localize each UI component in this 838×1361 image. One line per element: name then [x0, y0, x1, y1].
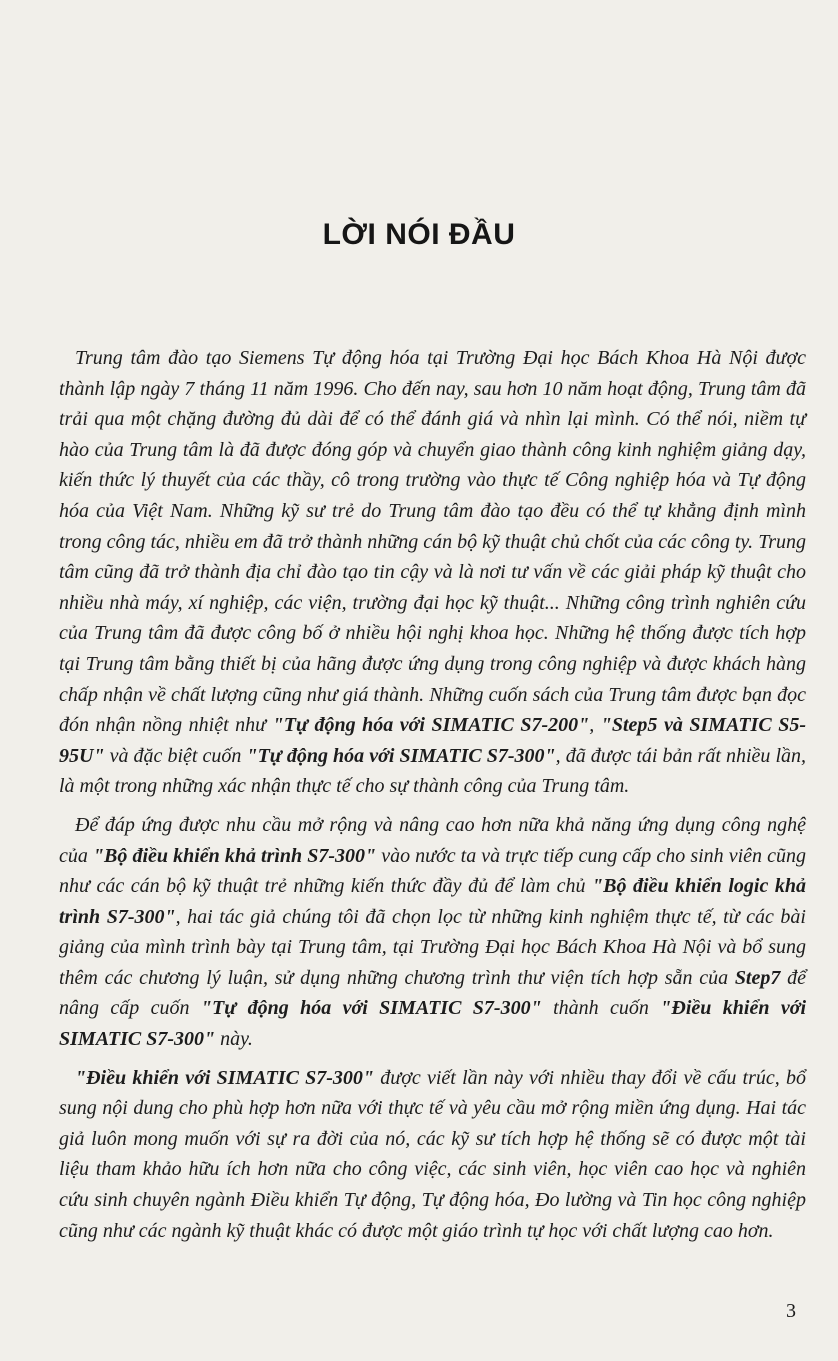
- emphasis-text: "Bộ điều khiển logic khả trình S7-300": [59, 875, 806, 928]
- emphasis-text: Step7: [734, 966, 781, 989]
- emphasis-text: "Tự động hóa với SIMATIC S7-300": [246, 744, 556, 767]
- paragraph-2: [59, 810, 806, 1055]
- page-number: 3: [786, 1300, 796, 1322]
- paragraph-3: [59, 1063, 806, 1247]
- emphasis-text: "Tự động hóa với SIMATIC S7-300": [200, 997, 542, 1020]
- emphasis-text: "Tự động hóa với SIMATIC S7-200": [272, 714, 590, 737]
- paragraph-1: [59, 343, 806, 802]
- emphasis-text: "Điều khiển với SIMATIC S7-300": [59, 997, 806, 1051]
- body-text: vào nước ta và trực tiếp cung cấp cho sinh viên cũng như các cán bộ kỹ thuật trẻ những kiến thức đầy đủ để làm chủ: [59, 844, 806, 898]
- body-text: thành cuốn: [541, 997, 661, 1020]
- page-title: LỜI NÓI ĐẦU: [322, 218, 516, 251]
- body-text: để nâng cấp cuốn: [59, 966, 806, 1020]
- body-text: này.: [215, 1028, 253, 1051]
- emphasis-text: "Bộ điều khiển khả trình S7-300": [92, 844, 377, 867]
- body-text: , đã được tái bản rất nhiều lần, là một trong những xác nhận thực tế cho sự thành công của Trung tâm.: [59, 744, 807, 798]
- body-text: được viết lần này với nhiều thay đổi về cấu trúc, bổ sung nội dung cho phù hợp hơn nữa với thực tế và yêu cầu mở rộng miền ứng dụng. Hai tác giả luôn mong muốn với sự ra đời của nó, các kỹ sư tích hợp hệ thống sẽ có được một tài liệu tham khảo hữu ích hơn nữa cho công việc, các sinh viên, học viên cao học và nghiên cứu sinh chuyên ngành Điều khiển Tự động, Tự động hóa, Đo lường và Tin học công nghiệp cũng như các ngành kỹ thuật khác có được một giáo trình tự học với chất lượng cao hơn.: [59, 1066, 806, 1242]
- body-text: ,: [589, 714, 601, 737]
- preface-body: [59, 343, 806, 1246]
- body-text: Trung tâm đào tạo Siemens Tự động hóa tại Trường Đại học Bách Khoa Hà Nội được thành lập ngày 7 tháng 11 năm 1996. Cho đến nay, sau hơn 10 năm hoạt động, Trung tâm đã trải qua một chặng đường đủ dài để có thể đánh giá và nhìn lại mình. Có thể nói, niềm tự hào của Trung tâm là đã được đóng góp và chuyển giao thành công kinh nghiệm giảng dạy, kiến thức lý thuyết của các thầy, cô trong trường vào thực tế Công nghiệp hóa và Tự động hóa của Việt Nam. Những kỹ sư trẻ do Trung tâm đào tạo đều có thể tự khẳng định mình trong công tác, nhiều em đã trở thành những cán bộ kỹ thuật chủ chốt của các công ty. Trung tâm cũng đã trở thành địa chỉ đào tạo tin cậy và là nơi tư vấn về các giải pháp kỹ thuật cho nhiều nhà máy, xí nghiệp, các viện, trường đại học kỹ thuật... Những công trình nghiên cứu của Trung tâm đã được công bố ở nhiều hội nghị khoa học. Những hệ thống được tích hợp tại Trung tâm bằng thiết bị của hãng được ứng dụng trong công nghiệp và được khách hàng chấp nhận về chất lượng cũng như giá thành. Những cuốn sách của Trung tâm được bạn đọc đón nhận nồng nhiệt như: [59, 347, 806, 737]
- emphasis-text: "Điều khiển với SIMATIC S7-300": [75, 1066, 375, 1089]
- body-text: Để đáp ứng được nhu cầu mở rộng và nâng cao hơn nữa khả năng ứng dụng công nghệ của: [59, 813, 806, 867]
- body-text: , hai tác giả chúng tôi đã chọn lọc từ những kinh nghiệm thực tế, từ các bài giảng của mình trình bày tại Trung tâm, tại Trường Đại học Bách Khoa Hà Nội và bổ sung thêm các chương lý luận, sử dụng những chương trình thư viện tích hợp sẵn của: [59, 905, 806, 989]
- emphasis-text: "Step5 và SIMATIC S5-95U": [59, 714, 806, 767]
- body-text: và đặc biệt cuốn: [104, 744, 247, 767]
